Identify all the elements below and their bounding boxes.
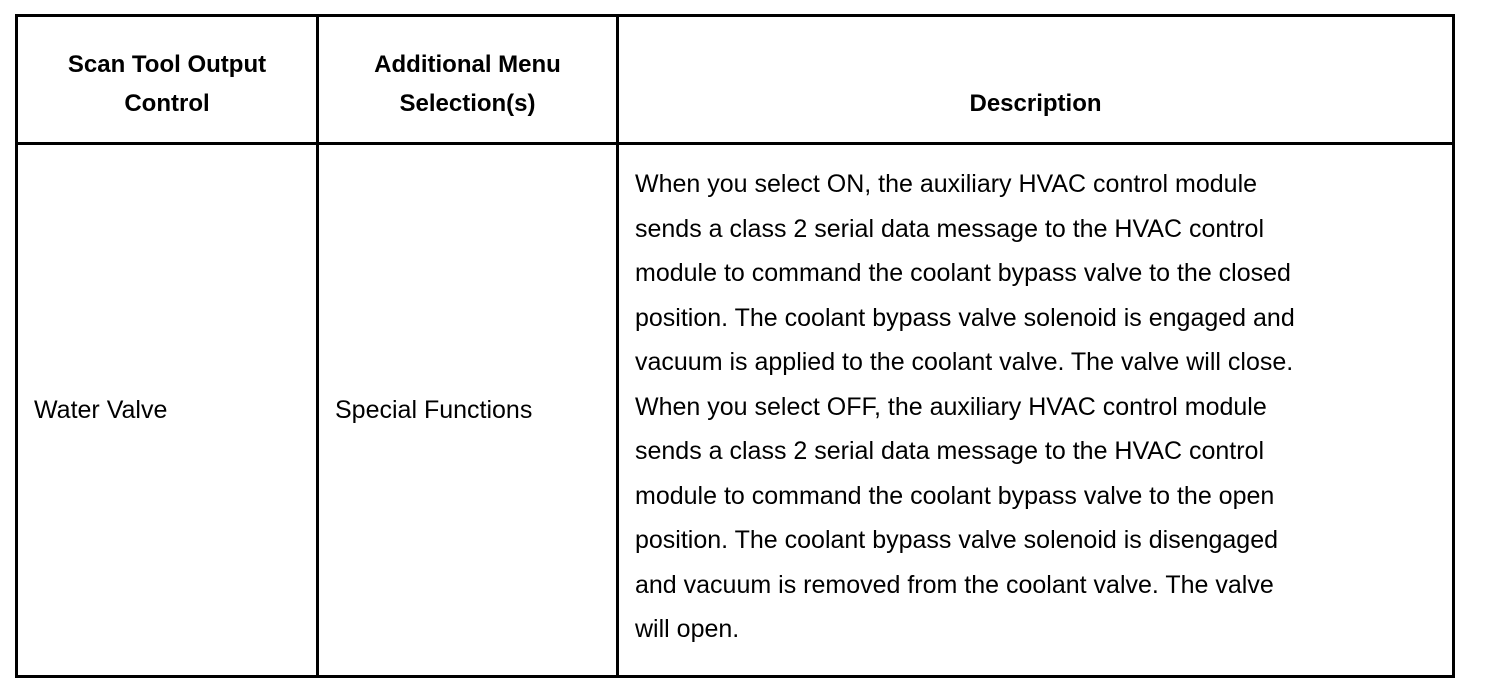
header-text-line: Additional Menu <box>374 51 561 78</box>
scan-tool-output-control-table <box>15 14 1455 678</box>
menu-selection-text: Special Functions <box>335 396 533 424</box>
description-line: will open. <box>635 615 740 643</box>
description-line: vacuum is applied to the coolant valve. The valve will close. <box>635 348 1294 376</box>
description-line: position. The coolant bypass valve solenoid is engaged and <box>635 303 1295 332</box>
output-control-text: Water Valve <box>34 396 168 424</box>
header-scan-tool-output-control <box>17 16 318 144</box>
description-line: sends a class 2 serial data message to the HVAC control <box>635 214 1265 243</box>
description-line: module to command the coolant bypass valve to the open <box>635 481 1275 510</box>
description-line: module to command the coolant bypass valve to the closed <box>635 259 1291 287</box>
description-line: position. The coolant bypass valve solenoid is disengaged <box>635 526 1279 554</box>
table-row <box>17 144 1454 677</box>
description-line: sends a class 2 serial data message to the HVAC control <box>635 437 1265 465</box>
header-text-line: Description <box>969 90 1102 117</box>
menu-selection-cell <box>318 144 618 677</box>
description-cell <box>618 144 1454 677</box>
header-description <box>618 16 1454 144</box>
description-line: and vacuum is removed from the coolant valve. The valve <box>635 570 1274 599</box>
description-line: When you select ON, the auxiliary HVAC control module <box>635 170 1258 198</box>
header-text-line: Scan Tool Output <box>67 51 267 78</box>
header-additional-menu-selections <box>318 16 618 144</box>
table-header-row <box>17 16 1454 144</box>
output-control-cell <box>17 144 318 677</box>
header-text-line: Selection(s) <box>399 90 536 117</box>
header-text-line: Control <box>124 90 210 117</box>
description-line: When you select OFF, the auxiliary HVAC control module <box>635 392 1267 421</box>
